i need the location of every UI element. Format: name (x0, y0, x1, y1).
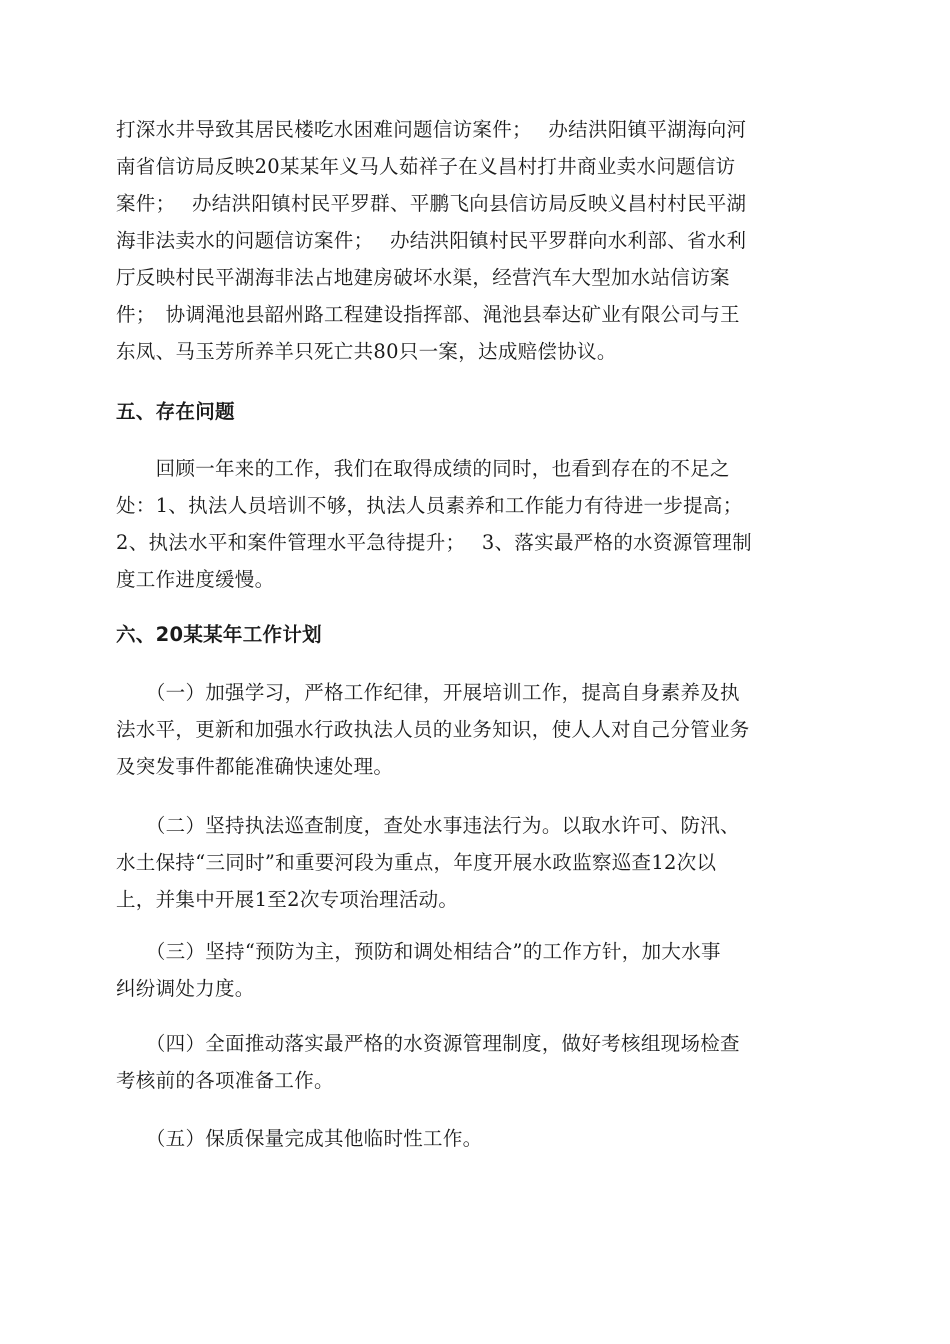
plan-item-5 (116, 1120, 836, 1157)
text-line: 处：1、执法人员培训不够，执法人员素养和工作能力有待进一步提高； (116, 494, 743, 517)
text-line: 2、执法水平和案件管理水平急待提升； 3、落实最严格的水资源管理制 (116, 531, 752, 554)
text-line: 及突发事件都能准确快速处理。 (116, 755, 394, 778)
text-line: （二）坚持执法巡查制度，查处水事违法行为。以取水许可、防汛、 (116, 814, 740, 837)
section-heading-problems: 五、存在问题 (116, 400, 235, 423)
text-line: 件； 协调渑池县韶州路工程建设指挥部、渑池县奉达矿业有限公司与王 (116, 303, 740, 326)
plan-item-3 (116, 933, 836, 1007)
section-heading-work-plan: 六、20某某年工作计划 (116, 623, 322, 646)
text-line: 纠纷调处力度。 (116, 977, 255, 1000)
text-line: 考核前的各项准备工作。 (116, 1069, 334, 1092)
text-line: （一）加强学习，严格工作纪律，开展培训工作，提高自身素养及执 (116, 681, 740, 704)
text-line: （四）全面推动落实最严格的水资源管理制度，做好考核组现场检查 (116, 1032, 740, 1055)
intro-paragraph (116, 111, 836, 370)
plan-item-4 (116, 1025, 836, 1099)
text-line: 度工作进度缓慢。 (116, 568, 275, 591)
plan-item-2 (116, 807, 836, 918)
text-line: 打深水井导致其居民楼吃水困难问题信访案件； 办结洪阳镇平湖海向河 (116, 118, 747, 141)
text-line: 厅反映村民平湖海非法占地建房破坏水渠，经营汽车大型加水站信访案 (116, 266, 730, 289)
text-line: 上，并集中开展1至2次专项治理活动。 (116, 888, 459, 911)
text-line: （五）保质保量完成其他临时性工作。 (116, 1127, 483, 1150)
text-line: 南省信访局反映20某某年义马人茹祥子在义昌村打井商业卖水问题信访 (116, 155, 736, 178)
text-line: 法水平，更新和加强水行政执法人员的业务知识，使人人对自己分管业务 (116, 718, 750, 741)
text-line: 东凤、马玉芳所养羊只死亡共80只一案，达成赔偿协议。 (116, 340, 617, 363)
text-line: 水土保持“三同时”和重要河段为重点，年度开展水政监察巡查12次以 (116, 851, 717, 874)
text-line: （三）坚持“预防为主，预防和调处相结合”的工作方针，加大水事 (116, 940, 721, 963)
text-line: 海非法卖水的问题信访案件； 办结洪阳镇村民平罗群向水利部、省水利 (116, 229, 747, 252)
problems-paragraph (116, 450, 836, 598)
plan-item-1 (116, 674, 836, 785)
text-line: 案件； 办结洪阳镇村民平罗群、平鹏飞向县信访局反映义昌村村民平湖 (116, 192, 747, 215)
text-line: 回顾一年来的工作，我们在取得成绩的同时，也看到存在的不足之 (116, 457, 730, 480)
